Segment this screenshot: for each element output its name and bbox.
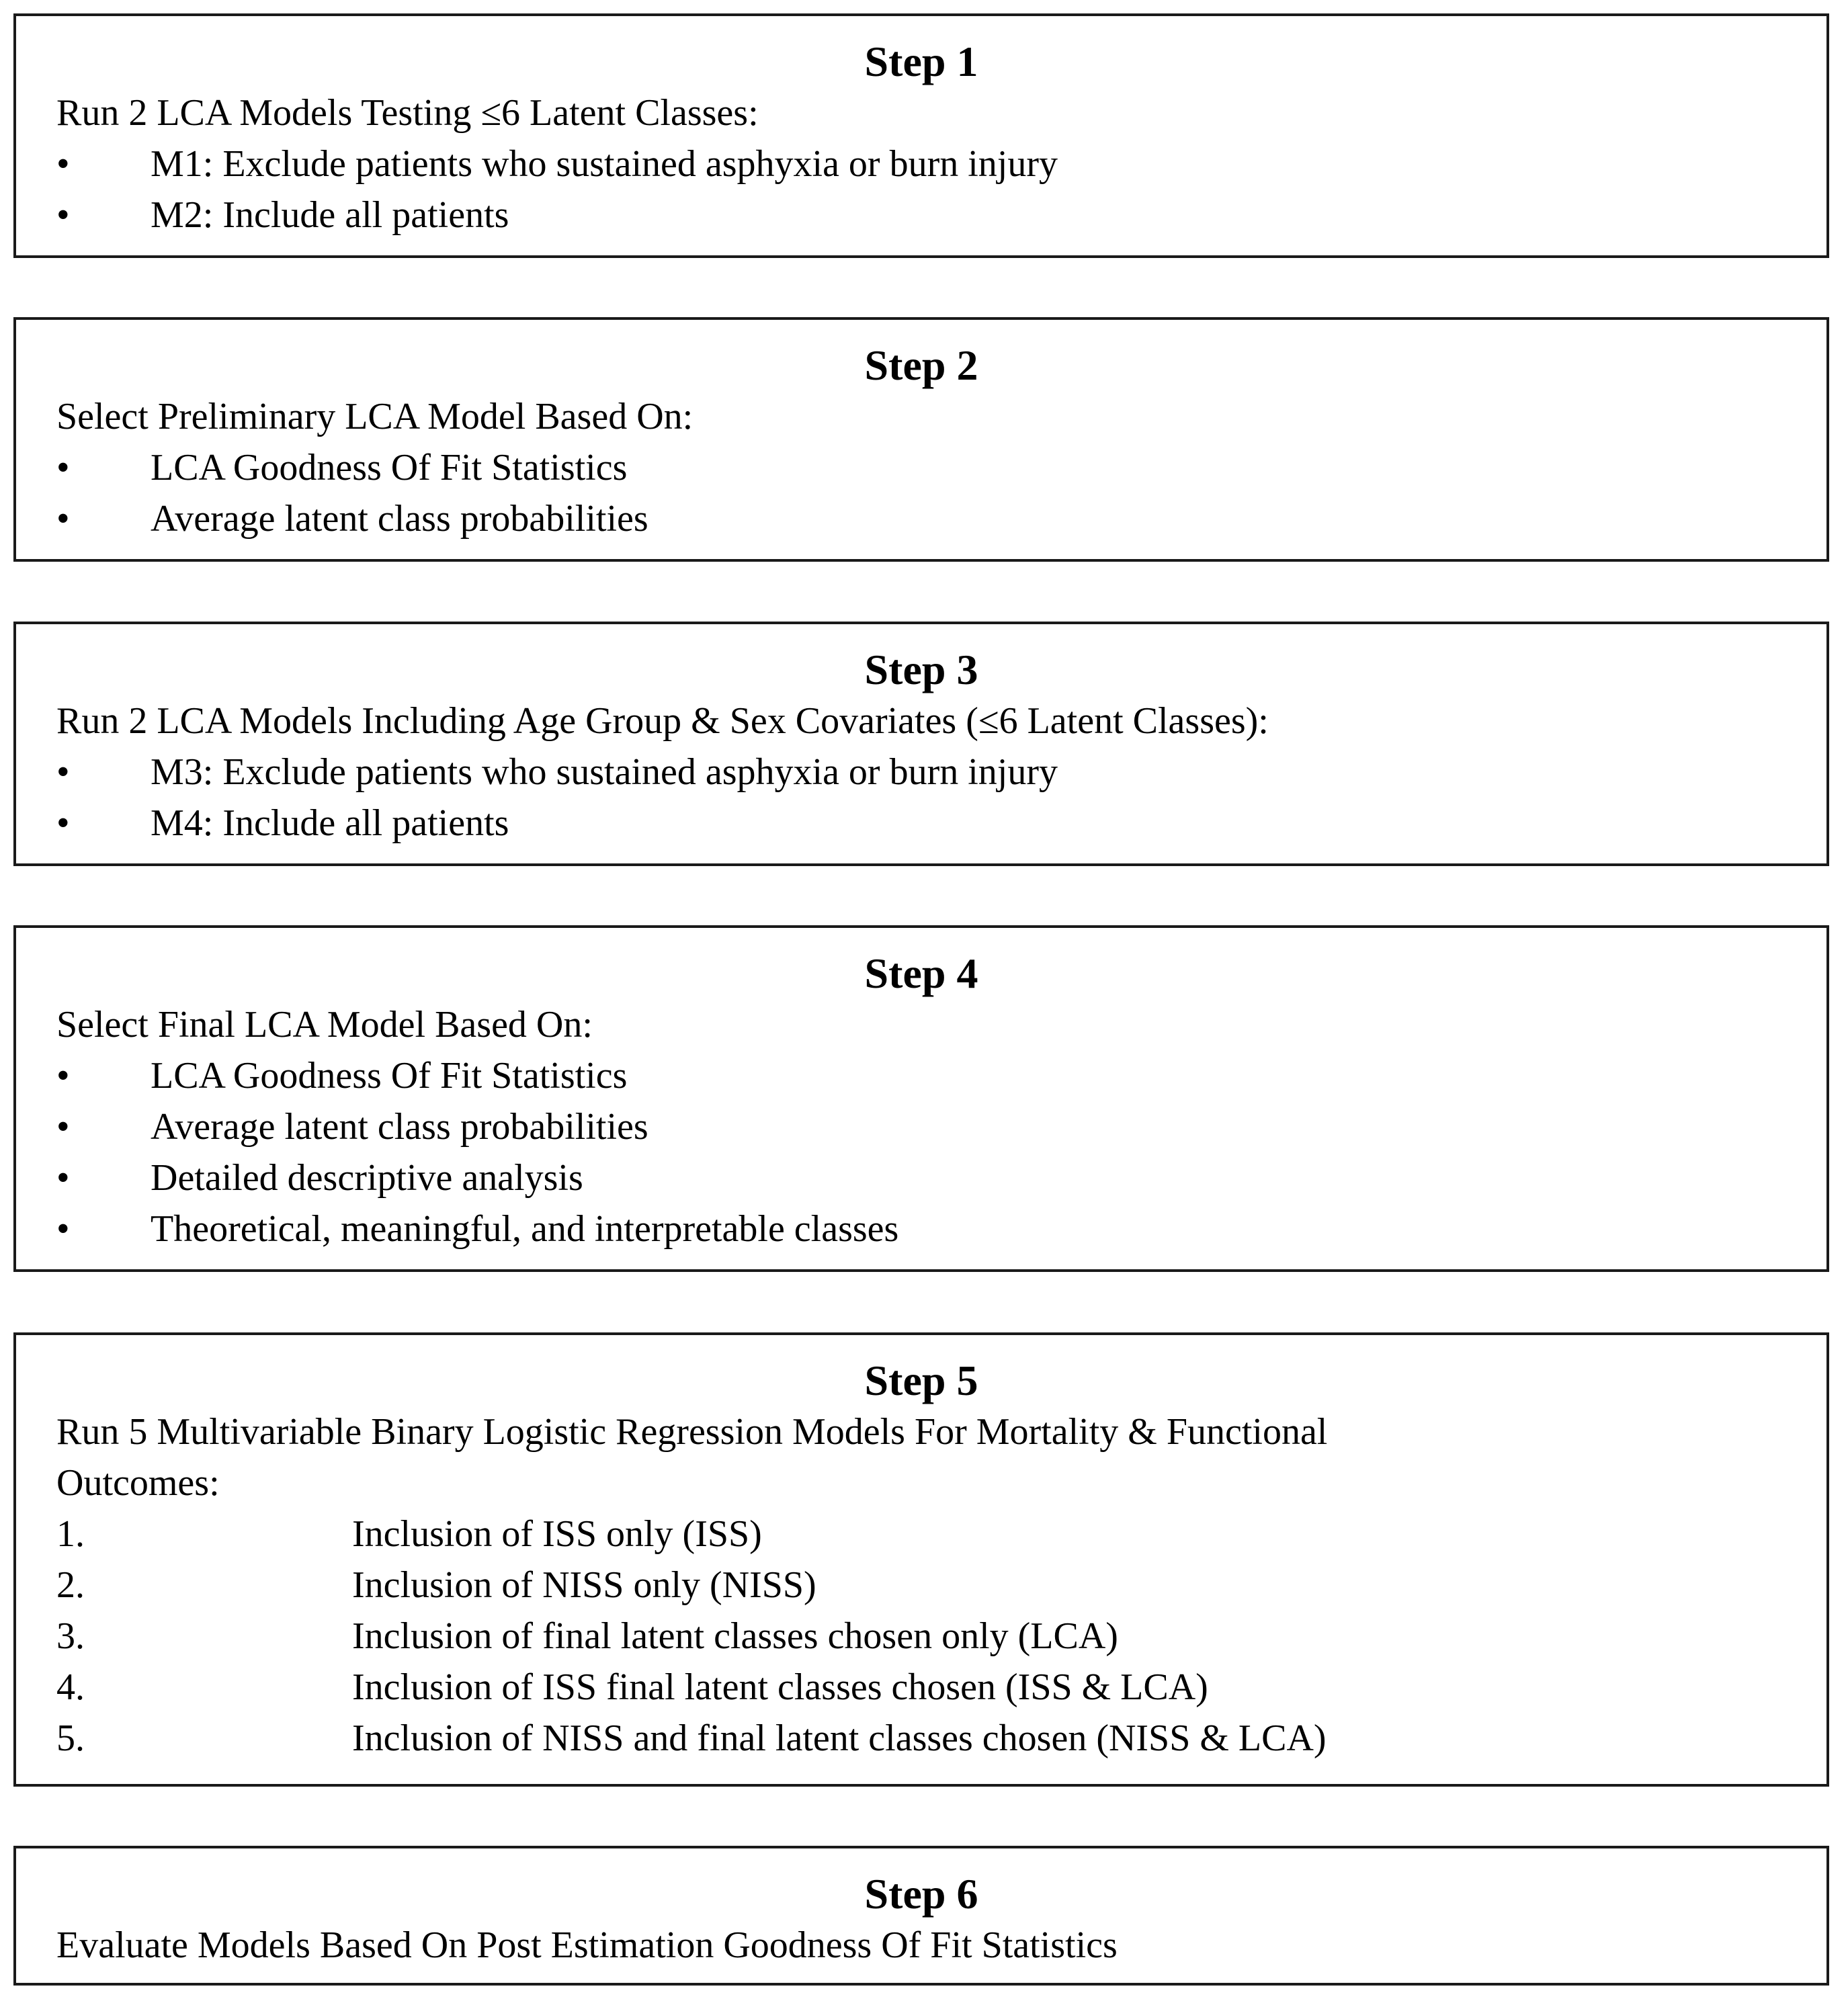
list-number: 5. [56,1717,85,1759]
list-item-text: Average latent class probabilities [151,1106,648,1148]
list-item-text: Inclusion of ISS final latent classes chosen (ISS & LCA) [352,1666,1208,1708]
step-title: Step 4 [864,949,978,997]
list-item-text: M3: Exclude patients who sustained asphyxia or burn injury [151,751,1058,793]
step-box-4 [13,925,1829,1272]
step-description: Select Preliminary LCA Model Based On: [56,396,694,437]
list-item-text: Inclusion of ISS only (ISS) [352,1513,762,1555]
list-item [56,1611,1786,1662]
list-item-text: Theoretical, meaningful, and interpretable classes [151,1208,899,1250]
bullet-icon: • [56,802,70,844]
list-item-text: M2: Include all patients [151,194,509,236]
bullet-icon: • [56,498,70,540]
step-description: Run 5 Multivariable Binary Logistic Regression Models For Mortality & Functional [56,1411,1328,1453]
list-item [56,747,1786,798]
list-item [56,493,1786,544]
list-item [56,798,1786,849]
list-number: 2. [56,1564,85,1606]
list-item-text: Inclusion of final latent classes chosen only (LCA) [352,1615,1118,1657]
list-item-text: Inclusion of NISS and final latent classes chosen (NISS & LCA) [352,1717,1327,1759]
step-description: Select Final LCA Model Based On: [56,1004,593,1046]
list-item-text: Average latent class probabilities [151,498,648,540]
step-box-3 [13,622,1829,866]
list-number: 1. [56,1513,85,1555]
bullet-icon: • [56,143,70,185]
step-box-1 [13,13,1829,258]
bullet-icon: • [56,447,70,488]
list-item [56,1203,1786,1254]
list-item [56,1560,1786,1611]
list-item [56,442,1786,493]
step-box-5 [13,1332,1829,1787]
list-item-text: Detailed descriptive analysis [151,1157,583,1199]
list-number: 4. [56,1666,85,1708]
bullet-icon: • [56,751,70,793]
list-item [56,1508,1786,1560]
list-item [56,189,1786,241]
list-item [56,138,1786,189]
list-item [56,1713,1786,1764]
list-number: 3. [56,1615,85,1657]
list-item [56,1662,1786,1713]
bullet-icon: • [56,1157,70,1199]
step-title: Step 1 [864,38,978,85]
step-description: Run 2 LCA Models Testing ≤6 Latent Classes: [56,92,759,134]
bullet-icon: • [56,1055,70,1097]
list-item-text: LCA Goodness Of Fit Statistics [151,1055,628,1097]
bullet-icon: • [56,1208,70,1250]
step-title: Step 3 [864,646,978,693]
bullet-icon: • [56,194,70,236]
step-title: Step 2 [864,341,978,389]
list-item-text: M1: Exclude patients who sustained asphyxia or burn injury [151,143,1058,185]
step-description: Run 2 LCA Models Including Age Group & Sex Covariates (≤6 Latent Classes): [56,700,1269,742]
step-description: Evaluate Models Based On Post Estimation Goodness Of Fit Statistics [56,1924,1118,1966]
step-box-6 [13,1846,1829,1986]
step-title: Step 5 [864,1357,978,1404]
step-box-2 [13,317,1829,562]
list-item [56,1152,1786,1203]
list-item [56,1101,1786,1152]
list-item [56,1050,1786,1101]
list-item-text: M4: Include all patients [151,802,509,844]
list-item-text: LCA Goodness Of Fit Statistics [151,447,628,488]
list-item-text: Inclusion of NISS only (NISS) [352,1564,816,1606]
bullet-icon: • [56,1106,70,1148]
step-title: Step 6 [864,1870,978,1918]
step-description: Outcomes: [56,1462,220,1504]
